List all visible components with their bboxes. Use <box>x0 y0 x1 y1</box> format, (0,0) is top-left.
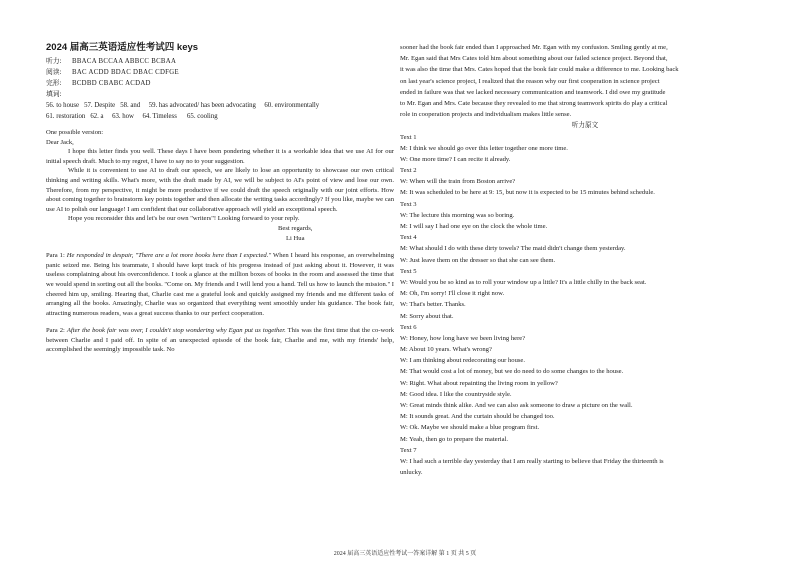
continuation-line: on last year's science project, I realized that the reason why our first cooperation in science project <box>400 77 660 85</box>
answer-row-listening <box>46 56 394 67</box>
continuation-line: role in cooperation projects and individualism makes little sense. <box>400 111 572 119</box>
transcript-line: M: Good idea. I like the countryside style. <box>400 390 512 398</box>
transcript-line: W: When will the train from Boston arrive? <box>400 178 516 186</box>
fill-blank-row-1: 56. to house 57. Despite 58. and 59. has advocated/ has been advocating 60. environmentally <box>46 102 320 109</box>
transcript-line: W: Ok. Maybe we should make a blue program first. <box>400 424 540 432</box>
continuation-paragraph-2 <box>46 326 394 355</box>
transcript-line: W: That's better. Thanks. <box>400 301 466 309</box>
transcript-line: M: Oh, I'm sorry! I'll close it right now. <box>400 290 505 298</box>
transcript-text-heading: Text 3 <box>400 200 417 208</box>
transcript-line: W: I had such a terrible day yesterday that I am really starting to believe that Friday the thirteenth is <box>400 457 664 465</box>
para-label: Para 2: <box>46 327 67 335</box>
continuation-line: sooner had the book fair ended than I approached Mr. Egan with my confusion. Smiling gently at me, <box>400 44 668 51</box>
transcript-line: unlucky. <box>400 469 423 477</box>
transcript-text-heading: Text 5 <box>400 267 417 275</box>
transcript-line: M: I think we should go over this letter together one more time. <box>400 144 568 152</box>
answer-value: BAC ACDD BDAC DBAC CDFGE <box>72 69 179 76</box>
transcript-line: W: Right. What about repainting the living room in yellow? <box>400 379 558 387</box>
answer-label: 听力: <box>46 58 62 65</box>
transcript-text-heading: Text 1 <box>400 133 417 141</box>
continuation-line: to Mr. Egan and Mrs. Cate because they revealed to me that strong teamwork spirits do play a critical <box>400 99 668 107</box>
answer-label: 完形: <box>46 80 62 87</box>
transcript-line: W: The lecture this morning was so boring. <box>400 211 515 219</box>
answer-row-reading <box>46 67 394 78</box>
transcript-line: W: Honey, how long have we been living here? <box>400 334 526 342</box>
essay-intro: One possible version: <box>46 129 104 136</box>
continuation-line: it was also the time that Mrs. Cates hoped that the book fair could make a difference to me. Looking back <box>400 66 679 74</box>
transcript-line: W: Just leave them on the dresser so that she can see them. <box>400 256 556 264</box>
answer-row-fill <box>46 89 394 100</box>
transcript-text-heading: Text 2 <box>400 167 417 175</box>
essay-signature: Li Hua <box>286 234 305 242</box>
answer-label: 阅读: <box>46 69 62 76</box>
transcript-text-heading: Text 7 <box>400 446 417 454</box>
listening-transcript <box>400 132 770 479</box>
answer-label: 填词: <box>46 91 62 98</box>
transcript-line: M: It was scheduled to be here at 9: 15, but now it is expected to be 15 minutes behind schedule. <box>400 189 655 197</box>
transcript-line: M: It sounds great. And the curtain should be changed too. <box>400 413 555 421</box>
answer-value: BCDBD CBABC ACDAD <box>72 80 151 87</box>
document-title: 2024 届高三英语适应性考试四 keys <box>46 42 199 53</box>
answer-row-cloze <box>46 78 394 89</box>
transcript-line: M: Yeah, then go to prepare the material. <box>400 435 509 443</box>
continuation-line: Mr. Egan said that Mrs Cates told him about something about our failed science project. Beyond that, <box>400 55 668 63</box>
listening-heading: 听力原文 <box>571 122 599 130</box>
transcript-line: W: Great minds think alike. And we can also ask someone to draw a picture on the wall. <box>400 402 633 409</box>
para-prompt: He responded in despair, "There are a lot more books here than I expected." <box>66 252 272 260</box>
essay-salutation: Dear Jack, <box>46 138 74 146</box>
continuation-paragraph-1 <box>46 251 394 318</box>
transcript-text-heading: Text 6 <box>400 323 417 331</box>
transcript-line: M: About 10 years. What's wrong? <box>400 346 492 354</box>
transcript-line: W: Would you be so kind as to roll your window up a little? It's a little chilly in the back seat. <box>400 278 647 286</box>
para-label: Para 1: <box>46 252 67 260</box>
transcript-line: M: I will say I had one eye on the clock the whole time. <box>400 223 548 230</box>
transcript-text-heading: Text 4 <box>400 234 417 242</box>
para-prompt: After the book fair was over, I couldn't stop wondering why Egan put us together. <box>66 327 286 335</box>
essay-paragraph-3: Hope you reconsider this and let's be our own "writers"! Looking forward to your reply. <box>68 215 300 223</box>
transcript-line: M: That would cost a lot of money, but we do need to do some changes to the house. <box>400 368 624 376</box>
essay-paragraph-2: While it is convenient to use AI to draft our speech, we are likely to lose an opportunity to showcase our own critical thinking and writing skills. What's more, with the draft made by AI, we will be subject to AI's point of view and lose our own. Therefore, from my perspective, it might be more productive if we could draft the speech originally with our joint efforts. How about coming together to brainstorm key points together and then allocate the writing tasks accordingly? If you like, maybe we can use AI to polish our language! I am confident that our collaborative approach will yield an exceptional speech. <box>46 167 394 213</box>
transcript-line: W: I am thinking about redecorating our house. <box>400 357 526 365</box>
para-body: When I heard his response, an overwhelming panic seized me. Being his teammate, I should have kept track of his progress instead of just asking about it. However, it was useless complaining about his overconfidence. I took a glance at the million boxes of books in the room and assessed the time that we would spend in sorting out all the books. "Come on. My friends and I will lend you a hand. Tell us how to launch the mission." I cheered him up, smiling. Hearing that, Charlie cast me a grateful look and quickly assigned my friends and me different tasks of arranging all the books. Amazingly, Charlie was so organized that everything went smoothly under his guidance. The book fair, attracting numerous readers, was a great success thanks to our perfect cooperation. <box>46 252 394 317</box>
right-column <box>400 42 770 478</box>
page-footer: 2024 届高三英语适应性考试一答案详解 第 1 页 共 5 页 <box>333 551 477 557</box>
transcript-line: M: What should I do with these dirty towels? The maid didn't change them yesterday. <box>400 245 626 253</box>
continuation-line: ended in failure was that we lacked necessary communication and teamwork. I did owe my gratitude <box>400 88 666 96</box>
essay-closing: Best regards, <box>278 224 313 232</box>
para-body: This was the first time that the co-work between Charlie and I paid off. In spite of an unexpected episode of the book fair, Charlie and me, with my friends' help, accomplished the seemingly impossible task. No <box>46 327 394 354</box>
answer-value: BBACA BCCAA ABBCC BCBAA <box>72 58 177 65</box>
left-column <box>46 40 394 355</box>
transcript-line: M: Sorry about that. <box>400 312 454 320</box>
transcript-line: W: One more time? I can recite it already. <box>400 155 511 163</box>
fill-blank-row-2: 61. restoration 62. a 63. how 64. Timeless 65. cooling <box>46 113 218 120</box>
essay-paragraph-1: I hope this letter finds you well. These days I have been pondering whether it is a workable idea that we use AI for our initial speech draft. Much to my regret, I have to say no to your suggestion. <box>46 148 394 165</box>
